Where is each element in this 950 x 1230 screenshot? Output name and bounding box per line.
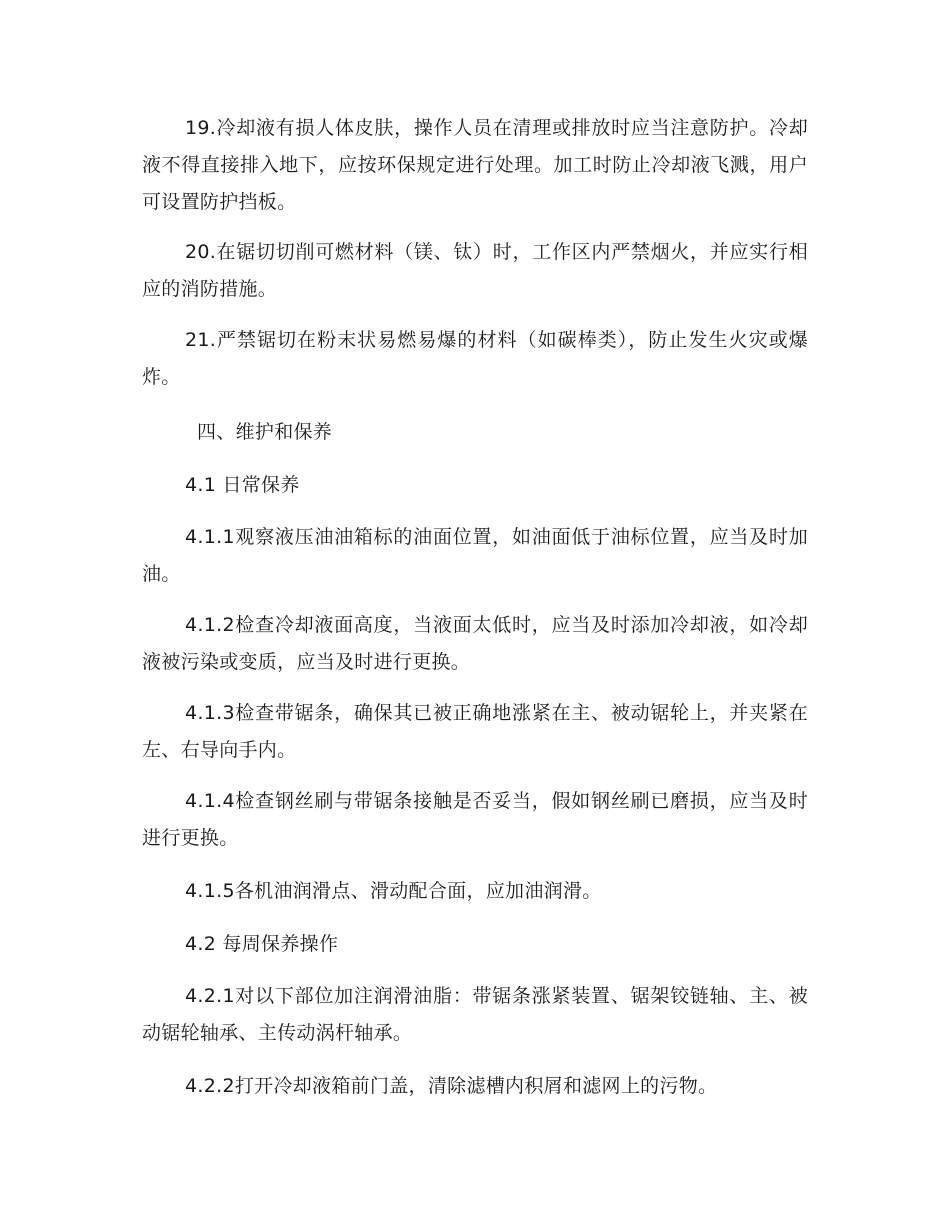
paragraph-19: 19.冷却液有损人体皮肤，操作人员在清理或排放时应当注意防护。冷却液不得直接排入地下，应按环保规定进行处理。加工时防止冷却液飞溅，用户可设置防护挡板。 [142,117,808,213]
paragraph-4-1-2: 4.1.2检查冷却液面高度，当液面太低时，应当及时添加冷却液，如冷却液被污染或变质，应当及时进行更换。 [142,614,808,673]
paragraph-21: 21.严禁锯切在粉末状易燃易爆的材料（如碳棒类），防止发生火灾或爆炸。 [142,329,808,388]
paragraph-4-2-1: 4.2.1对以下部位加注润滑油脂：带锯条涨紧装置、锯架铰链轴、主、被动锯轮轴承、主传动涡杆轴承。 [142,985,808,1044]
paragraph-4-1-3: 4.1.3检查带锯条，确保其已被正确地涨紧在主、被动锯轮上，并夹紧在左、右导向手内。 [142,702,808,761]
paragraph-20: 20.在锯切切削可燃材料（镁、钛）时，工作区内严禁烟火，并应实行相应的消防措施。 [142,241,808,300]
subsection-heading-4-1: 4.1 日常保养 [185,474,300,496]
paragraph-4-1-1: 4.1.1观察液压油油箱标的油面位置，如油面低于油标位置，应当及时加油。 [142,526,808,585]
paragraph-4-2-2: 4.2.2打开冷却液箱前门盖，清除滤槽内积屑和滤网上的污物。 [185,1075,718,1097]
section-heading-maintenance: 四、维护和保养 [197,421,333,443]
paragraph-4-1-4: 4.1.4检查钢丝刷与带锯条接触是否妥当，假如钢丝刷已磨损，应当及时进行更换。 [142,790,808,849]
paragraph-4-1-5: 4.1.5各机油润滑点、滑动配合面，应加油润滑。 [185,880,602,902]
subsection-heading-4-2: 4.2 每周保养操作 [185,933,339,955]
